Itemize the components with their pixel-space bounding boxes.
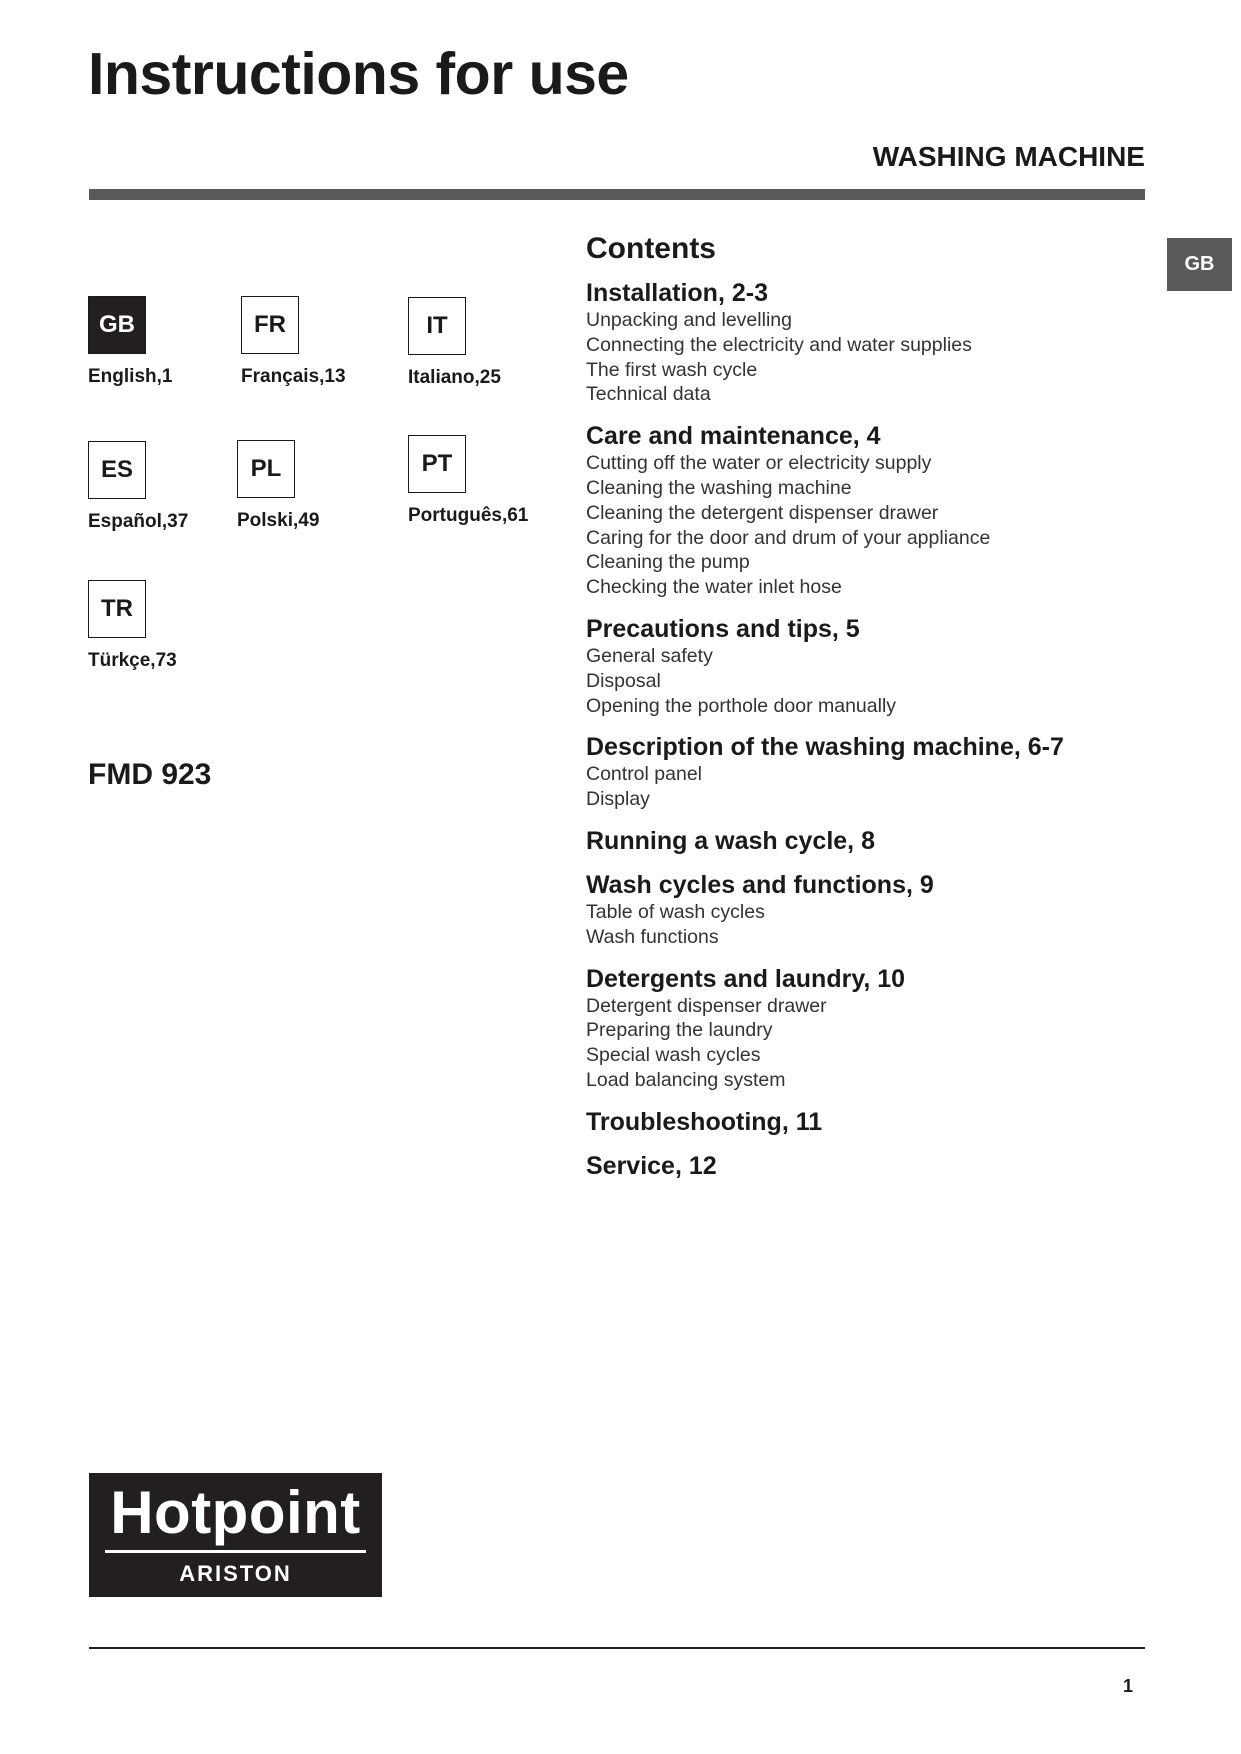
section-title[interactable]: Precautions and tips, 5 (586, 614, 860, 643)
list-item[interactable]: Cutting off the water or electricity supply (586, 452, 932, 475)
language-label: Español,37 (88, 511, 189, 532)
list-item[interactable]: Preparing the laundry (586, 1019, 773, 1042)
logo-brand-text: Hotpoint (110, 1479, 361, 1546)
section-items (586, 451, 1146, 600)
contents-section-description (586, 732, 1146, 812)
model-number: FMD 923 (88, 758, 212, 791)
contents-section-wash-cycles (586, 870, 1146, 950)
logo-sub-text: ARISTON (179, 1561, 292, 1586)
language-label: Português,61 (408, 505, 529, 526)
language-link-pl[interactable] (237, 440, 319, 532)
section-items (586, 762, 1146, 812)
contents-heading: Contents (586, 232, 716, 265)
contents-section-service (586, 1151, 1146, 1181)
section-title[interactable]: Care and maintenance, 4 (586, 422, 881, 451)
contents-section-precautions (586, 614, 1146, 718)
list-item[interactable]: General safety (586, 644, 713, 667)
list-item[interactable]: Load balancing system (586, 1068, 786, 1091)
language-label: Türkçe,73 (88, 650, 177, 671)
section-title[interactable]: Description of the washing machine, 6-7 (586, 733, 1064, 762)
contents-section-installation (586, 278, 1146, 407)
language-label: Français,13 (241, 366, 346, 387)
contents-section-running (586, 826, 1146, 856)
brand-logo (89, 1473, 382, 1597)
contents-section-care (586, 421, 1146, 600)
section-items (586, 900, 1146, 950)
language-code-badge: ES (88, 441, 146, 499)
language-link-it[interactable] (408, 297, 501, 389)
list-item[interactable]: Checking the water inlet hose (586, 576, 842, 599)
list-item[interactable]: Unpacking and levelling (586, 309, 792, 331)
section-items (586, 994, 1146, 1093)
list-item[interactable]: Connecting the electricity and water supplies (586, 333, 972, 356)
language-link-gb[interactable] (88, 296, 172, 388)
language-code-badge: IT (408, 297, 466, 355)
list-item[interactable]: Special wash cycles (586, 1044, 761, 1067)
section-title[interactable]: Wash cycles and functions, 9 (586, 870, 934, 899)
section-title[interactable]: Running a wash cycle, 8 (586, 826, 875, 855)
list-item[interactable]: Display (586, 788, 650, 811)
language-code-badge: PT (408, 435, 466, 493)
list-item[interactable]: Disposal (586, 669, 661, 692)
list-item[interactable]: Wash functions (586, 925, 719, 948)
language-code-badge: PL (237, 440, 295, 498)
section-title[interactable]: Troubleshooting, 11 (586, 1107, 823, 1136)
section-items (586, 308, 1146, 407)
language-side-tab: GB (1167, 238, 1232, 291)
section-items (586, 644, 1146, 718)
header-rule (89, 189, 1145, 200)
list-item[interactable]: Caring for the door and drum of your appliance (586, 526, 991, 549)
page-number: 1 (1122, 1676, 1133, 1696)
list-item[interactable]: Detergent dispenser drawer (586, 994, 827, 1017)
list-item[interactable]: The first wash cycle (586, 358, 758, 381)
language-code-badge: FR (241, 296, 299, 354)
language-code-badge: TR (88, 580, 146, 638)
list-item[interactable]: Table of wash cycles (586, 900, 765, 923)
list-item[interactable]: Cleaning the washing machine (586, 476, 852, 499)
language-link-es[interactable] (88, 441, 188, 533)
list-item[interactable]: Cleaning the pump (586, 551, 750, 574)
language-link-tr[interactable] (88, 580, 177, 672)
language-label: Polski,49 (237, 510, 320, 531)
logo-divider (105, 1550, 366, 1553)
section-title[interactable]: Detergents and laundry, 10 (586, 964, 906, 993)
table-of-contents (586, 230, 1146, 1195)
list-item[interactable]: Technical data (586, 383, 711, 406)
contents-section-detergents (586, 964, 1146, 1093)
list-item[interactable]: Cleaning the detergent dispenser drawer (586, 501, 939, 524)
list-item[interactable]: Control panel (586, 763, 702, 786)
language-label: English,1 (88, 366, 173, 387)
product-type: WASHING MACHINE (872, 141, 1145, 172)
list-item[interactable]: Opening the porthole door manually (586, 694, 897, 717)
language-code-badge: GB (88, 296, 146, 354)
section-title[interactable]: Service, 12 (586, 1151, 717, 1180)
contents-section-troubleshooting (586, 1107, 1146, 1137)
footer-rule (89, 1647, 1145, 1649)
language-link-fr[interactable] (241, 296, 346, 388)
language-link-pt[interactable] (408, 435, 528, 527)
page-title: Instructions for use (88, 41, 629, 107)
language-label: Italiano,25 (408, 367, 501, 388)
section-title[interactable]: Installation, 2-3 (586, 279, 768, 307)
